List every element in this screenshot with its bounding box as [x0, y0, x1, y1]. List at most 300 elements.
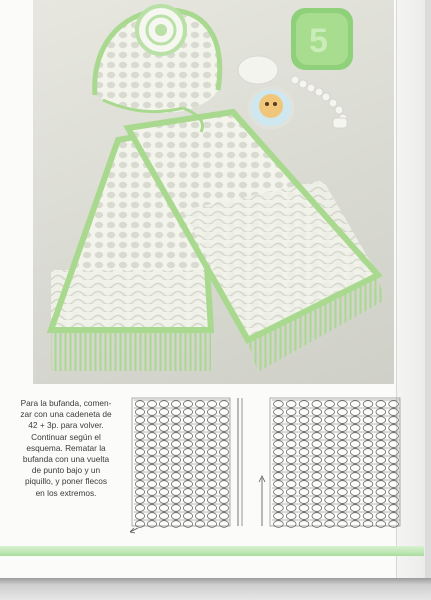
- crochet-chart-right: [258, 394, 404, 534]
- chain-loop-symbol: [350, 449, 360, 456]
- chain-loop-symbol: [350, 505, 360, 512]
- chain-loop-symbol: [183, 481, 192, 488]
- chain-loop-symbol: [159, 409, 168, 416]
- chain-loop-symbol: [350, 513, 360, 520]
- chart-right-drawing: [258, 394, 404, 534]
- chain-loop-symbol: [389, 401, 399, 408]
- chain-loop-symbol: [376, 513, 386, 520]
- chain-loop-symbol: [363, 489, 373, 496]
- instruction-line: en los extremos.: [35, 487, 97, 498]
- chain-loop-symbol: [147, 521, 156, 528]
- chain-loop-symbol: [286, 513, 296, 520]
- chain-loop-symbol: [219, 409, 228, 416]
- chain-loop-symbol: [207, 401, 216, 408]
- chain-loop-symbol: [195, 441, 204, 448]
- chain-loop-symbol: [219, 449, 228, 456]
- chain-loop-symbol: [274, 497, 284, 504]
- chain-loop-symbol: [312, 457, 322, 464]
- chain-loop-symbol: [195, 433, 204, 440]
- chain-loop-symbol: [286, 505, 296, 512]
- chain-loop-symbol: [389, 457, 399, 464]
- chain-loop-symbol: [207, 489, 216, 496]
- chain-loop-symbol: [195, 497, 204, 504]
- chain-loop-symbol: [274, 417, 284, 424]
- chain-loop-symbol: [219, 465, 228, 472]
- chain-loop-symbol: [147, 417, 156, 424]
- chain-loop-symbol: [350, 489, 360, 496]
- chain-loop-symbol: [325, 433, 335, 440]
- chain-loop-symbol: [299, 457, 309, 464]
- chain-loop-symbol: [338, 441, 348, 448]
- chain-loop-symbol: [135, 441, 144, 448]
- chain-loop-symbol: [183, 401, 192, 408]
- chain-loop-symbol: [159, 441, 168, 448]
- chain-loop-symbol: [286, 473, 296, 480]
- chain-loop-symbol: [219, 505, 228, 512]
- chain-loop-symbol: [207, 449, 216, 456]
- chain-loop-symbol: [376, 497, 386, 504]
- chain-loop-symbol: [147, 401, 156, 408]
- chain-loop-symbol: [338, 417, 348, 424]
- chain-loop-symbol: [171, 441, 180, 448]
- chain-loop-symbol: [338, 513, 348, 520]
- chain-loop-symbol: [195, 417, 204, 424]
- chain-loop-symbol: [312, 417, 322, 424]
- chain-loop-symbol: [286, 409, 296, 416]
- chain-loop-symbol: [376, 489, 386, 496]
- chain-loop-symbol: [350, 401, 360, 408]
- chain-loop-symbol: [274, 481, 284, 488]
- chain-loop-symbol: [274, 513, 284, 520]
- chain-loop-symbol: [147, 465, 156, 472]
- chain-loop-symbol: [195, 489, 204, 496]
- chain-loop-symbol: [389, 497, 399, 504]
- chain-loop-symbol: [274, 465, 284, 472]
- chain-loop-symbol: [286, 481, 296, 488]
- chain-loop-symbol: [274, 521, 284, 528]
- chain-loop-symbol: [325, 497, 335, 504]
- chain-loop-symbol: [299, 481, 309, 488]
- chain-loop-symbol: [135, 457, 144, 464]
- chain-loop-symbol: [171, 497, 180, 504]
- chain-loop-symbol: [219, 489, 228, 496]
- chain-loop-symbol: [338, 425, 348, 432]
- chain-loop-symbol: [171, 409, 180, 416]
- chain-loop-symbol: [338, 521, 348, 528]
- chain-loop-symbol: [286, 433, 296, 440]
- chain-loop-symbol: [195, 505, 204, 512]
- chain-loop-symbol: [286, 425, 296, 432]
- chain-loop-symbol: [219, 513, 228, 520]
- chain-loop-symbol: [135, 401, 144, 408]
- product-photo: [33, 0, 394, 384]
- chain-loop-symbol: [159, 481, 168, 488]
- decorative-green-band: [0, 546, 424, 556]
- chain-loop-symbol: [274, 449, 284, 456]
- chain-loop-symbol: [325, 465, 335, 472]
- chain-loop-symbol: [299, 409, 309, 416]
- page-bottom-edge: [0, 578, 431, 600]
- chain-loop-symbol: [207, 433, 216, 440]
- chain-loop-symbol: [147, 409, 156, 416]
- chain-loop-symbol: [183, 497, 192, 504]
- chain-loop-symbol: [207, 409, 216, 416]
- chain-loop-symbol: [350, 473, 360, 480]
- chain-loop-symbol: [159, 505, 168, 512]
- chain-loop-symbol: [135, 425, 144, 432]
- chain-loop-symbol: [135, 521, 144, 528]
- chain-loop-symbol: [274, 409, 284, 416]
- instruction-line: esquema. Rematar la: [26, 442, 106, 453]
- chain-loop-symbol: [219, 521, 228, 528]
- chain-loop-symbol: [312, 489, 322, 496]
- chain-loop-symbol: [338, 449, 348, 456]
- chain-loop-symbol: [207, 425, 216, 432]
- instruction-line: de punto bajo y un: [31, 465, 101, 476]
- chain-loop-symbol: [274, 473, 284, 480]
- chain-loop-symbol: [159, 497, 168, 504]
- chain-loop-symbol: [312, 521, 322, 528]
- green-toy-cube: [291, 8, 353, 70]
- chain-loop-symbol: [338, 433, 348, 440]
- chain-loop-symbol: [135, 433, 144, 440]
- chain-loop-symbol: [389, 441, 399, 448]
- chain-loop-symbol: [286, 497, 296, 504]
- chain-loop-symbol: [299, 513, 309, 520]
- chain-loop-symbol: [363, 409, 373, 416]
- chain-loop-symbol: [363, 441, 373, 448]
- chain-loop-symbol: [274, 441, 284, 448]
- chain-loop-symbol: [376, 481, 386, 488]
- chain-loop-symbol: [147, 489, 156, 496]
- chain-loop-symbol: [183, 441, 192, 448]
- chain-loop-symbol: [207, 457, 216, 464]
- chain-loop-symbol: [389, 481, 399, 488]
- chain-loop-symbol: [159, 425, 168, 432]
- chain-loop-symbol: [389, 449, 399, 456]
- chain-loop-symbol: [286, 417, 296, 424]
- chain-loop-symbol: [159, 513, 168, 520]
- chain-loop-symbol: [299, 489, 309, 496]
- chain-loop-symbol: [207, 521, 216, 528]
- chain-loop-symbol: [135, 473, 144, 480]
- chain-loop-symbol: [147, 505, 156, 512]
- chain-loop-symbol: [135, 505, 144, 512]
- chain-loop-symbol: [350, 497, 360, 504]
- chain-loop-symbol: [183, 457, 192, 464]
- chain-loop-symbol: [376, 425, 386, 432]
- chain-loop-symbol: [376, 521, 386, 528]
- chain-loop-symbol: [274, 425, 284, 432]
- chain-loop-symbol: [350, 521, 360, 528]
- chain-loop-symbol: [363, 497, 373, 504]
- chain-loop-symbol: [299, 473, 309, 480]
- chain-loop-symbol: [299, 449, 309, 456]
- chain-loop-symbol: [159, 473, 168, 480]
- chain-loop-symbol: [389, 433, 399, 440]
- chain-loop-symbol: [135, 417, 144, 424]
- chain-loop-symbol: [338, 409, 348, 416]
- chain-loop-symbol: [135, 449, 144, 456]
- pacifier: [238, 56, 293, 128]
- chain-loop-symbol: [219, 401, 228, 408]
- chain-loop-symbol: [299, 425, 309, 432]
- chain-loop-symbol: [183, 433, 192, 440]
- instruction-line: zar con una cadeneta de: [20, 409, 112, 420]
- chain-loop-symbol: [312, 481, 322, 488]
- chain-loop-symbol: [325, 457, 335, 464]
- crochet-chart-left: [130, 394, 250, 534]
- chain-loop-symbol: [183, 417, 192, 424]
- pacifier-clip: [291, 76, 347, 128]
- chain-loop-symbol: [325, 425, 335, 432]
- chain-loop-symbol: [299, 441, 309, 448]
- chain-loop-symbol: [286, 521, 296, 528]
- chain-loop-symbol: [171, 433, 180, 440]
- chain-loop-symbol: [159, 417, 168, 424]
- chain-loop-symbol: [207, 473, 216, 480]
- chain-loop-symbol: [171, 465, 180, 472]
- chain-loop-symbol: [363, 481, 373, 488]
- chain-loop-symbol: [195, 473, 204, 480]
- chain-loop-symbol: [338, 505, 348, 512]
- chain-loop-symbol: [312, 505, 322, 512]
- chain-loop-symbol: [338, 465, 348, 472]
- chain-loop-symbol: [219, 425, 228, 432]
- chain-loop-symbol: [286, 465, 296, 472]
- chain-loop-symbol: [312, 441, 322, 448]
- chain-loop-symbol: [338, 401, 348, 408]
- chain-loop-symbol: [376, 409, 386, 416]
- chain-loop-symbol: [389, 521, 399, 528]
- chain-loop-symbol: [312, 449, 322, 456]
- chain-loop-symbol: [376, 433, 386, 440]
- chain-loop-symbol: [183, 489, 192, 496]
- chain-loop-symbol: [338, 457, 348, 464]
- chain-loop-symbol: [195, 425, 204, 432]
- chain-loop-symbol: [312, 465, 322, 472]
- chain-loop-symbol: [325, 401, 335, 408]
- chain-loop-symbol: [363, 417, 373, 424]
- chain-loop-symbol: [171, 417, 180, 424]
- chain-loop-symbol: [219, 433, 228, 440]
- chain-loop-symbol: [286, 441, 296, 448]
- chain-loop-symbol: [219, 497, 228, 504]
- chain-loop-symbol: [207, 497, 216, 504]
- chain-loop-symbol: [389, 465, 399, 472]
- chain-loop-symbol: [350, 425, 360, 432]
- chain-loop-symbol: [286, 489, 296, 496]
- chain-loop-symbol: [286, 457, 296, 464]
- chain-loop-symbol: [147, 473, 156, 480]
- svg-text:5: 5: [309, 22, 328, 60]
- chain-loop-symbol: [325, 449, 335, 456]
- chain-loop-symbol: [183, 465, 192, 472]
- chain-loop-symbol: [363, 433, 373, 440]
- chain-loop-symbol: [325, 409, 335, 416]
- chain-loop-symbol: [286, 401, 296, 408]
- chain-loop-symbol: [135, 481, 144, 488]
- chain-loop-symbol: [274, 433, 284, 440]
- chain-loop-symbol: [376, 457, 386, 464]
- chain-loop-symbol: [183, 505, 192, 512]
- chain-loop-symbol: [274, 489, 284, 496]
- chain-loop-symbol: [159, 449, 168, 456]
- chain-loop-symbol: [171, 449, 180, 456]
- instruction-line: Continuar según el: [31, 431, 101, 442]
- chain-loop-symbol: [312, 473, 322, 480]
- chain-loop-symbol: [147, 441, 156, 448]
- chain-loop-symbol: [207, 513, 216, 520]
- chain-loop-symbol: [183, 473, 192, 480]
- chain-loop-symbol: [299, 505, 309, 512]
- chain-loop-symbol: [183, 513, 192, 520]
- chain-loop-symbol: [171, 481, 180, 488]
- instruction-line: Para la bufanda, comen-: [20, 398, 112, 408]
- chain-loop-symbol: [363, 505, 373, 512]
- chain-loop-symbol: [350, 481, 360, 488]
- chain-loop-symbol: [171, 425, 180, 432]
- chain-loop-symbol: [195, 457, 204, 464]
- chain-loop-symbol: [219, 481, 228, 488]
- chain-loop-symbol: [147, 513, 156, 520]
- chain-loop-symbol: [159, 465, 168, 472]
- chain-loop-symbol: [135, 513, 144, 520]
- chain-loop-symbol: [325, 473, 335, 480]
- chain-loop-symbol: [183, 449, 192, 456]
- chain-loop-symbol: [350, 457, 360, 464]
- chain-loop-symbol: [147, 425, 156, 432]
- chain-loop-symbol: [207, 481, 216, 488]
- chain-loop-symbol: [363, 425, 373, 432]
- chain-loop-symbol: [389, 425, 399, 432]
- pattern-instructions: [14, 398, 118, 499]
- chain-loop-symbol: [350, 409, 360, 416]
- chain-loop-symbol: [207, 505, 216, 512]
- chain-loop-symbol: [171, 401, 180, 408]
- chain-loop-symbol: [219, 457, 228, 464]
- chain-loop-symbol: [312, 513, 322, 520]
- chain-loop-symbol: [135, 489, 144, 496]
- chain-loop-symbol: [171, 513, 180, 520]
- chain-loop-symbol: [376, 465, 386, 472]
- chain-loop-symbol: [195, 481, 204, 488]
- chain-loop-symbol: [207, 441, 216, 448]
- chain-loop-symbol: [350, 441, 360, 448]
- chain-loop-symbol: [219, 441, 228, 448]
- chain-loop-symbol: [338, 489, 348, 496]
- chain-loop-symbol: [135, 497, 144, 504]
- chain-loop-symbol: [299, 521, 309, 528]
- chain-loop-symbol: [195, 409, 204, 416]
- chain-loop-symbol: [363, 513, 373, 520]
- chain-loop-symbol: [338, 481, 348, 488]
- chain-loop-symbol: [171, 505, 180, 512]
- chain-loop-symbol: [299, 465, 309, 472]
- chain-loop-symbol: [350, 465, 360, 472]
- chain-loop-symbol: [312, 433, 322, 440]
- chain-loop-symbol: [338, 473, 348, 480]
- chain-loop-symbol: [389, 417, 399, 424]
- chain-loop-symbol: [135, 465, 144, 472]
- chain-loop-symbol: [183, 409, 192, 416]
- chain-loop-symbol: [171, 473, 180, 480]
- chain-loop-symbol: [312, 497, 322, 504]
- chain-loop-symbol: [325, 489, 335, 496]
- chain-loop-symbol: [159, 521, 168, 528]
- chain-loop-symbol: [363, 457, 373, 464]
- chain-loop-symbol: [195, 449, 204, 456]
- chain-loop-symbol: [363, 449, 373, 456]
- chain-loop-symbol: [159, 401, 168, 408]
- chain-loop-symbol: [171, 457, 180, 464]
- chain-loop-symbol: [274, 457, 284, 464]
- chain-loop-symbol: [376, 401, 386, 408]
- chain-loop-symbol: [312, 401, 322, 408]
- chain-loop-symbol: [312, 425, 322, 432]
- chain-loop-symbol: [195, 465, 204, 472]
- chain-loop-symbol: [376, 473, 386, 480]
- chain-loop-symbol: [207, 465, 216, 472]
- chain-loop-symbol: [147, 433, 156, 440]
- chain-loop-symbol: [219, 417, 228, 424]
- chain-loop-symbol: [389, 409, 399, 416]
- chain-loop-symbol: [147, 481, 156, 488]
- chain-loop-symbol: [389, 505, 399, 512]
- chain-loop-symbol: [219, 473, 228, 480]
- instruction-line: piquillo, y poner flecos: [24, 476, 108, 487]
- chain-loop-symbol: [363, 465, 373, 472]
- chain-loop-symbol: [376, 505, 386, 512]
- crochet-bonnet: [95, 6, 220, 132]
- chain-loop-symbol: [183, 425, 192, 432]
- chain-loop-symbol: [363, 473, 373, 480]
- chain-loop-symbol: [325, 521, 335, 528]
- chain-loop-symbol: [135, 409, 144, 416]
- chain-loop-symbol: [376, 417, 386, 424]
- chain-loop-symbol: [299, 401, 309, 408]
- chain-loop-symbol: [350, 433, 360, 440]
- chain-loop-symbol: [325, 417, 335, 424]
- chain-loop-symbol: [171, 521, 180, 528]
- chain-loop-symbol: [299, 497, 309, 504]
- chain-loop-symbol: [299, 433, 309, 440]
- chain-loop-symbol: [325, 481, 335, 488]
- chain-loop-symbol: [350, 417, 360, 424]
- chain-loop-symbol: [183, 521, 192, 528]
- chain-loop-symbol: [312, 409, 322, 416]
- chain-loop-symbol: [147, 457, 156, 464]
- chain-loop-symbol: [195, 401, 204, 408]
- instruction-line: 42 + 3p. para volver.: [28, 420, 104, 431]
- chain-loop-symbol: [389, 489, 399, 496]
- photo-illustration: [33, 0, 394, 384]
- chain-loop-symbol: [171, 489, 180, 496]
- chain-loop-symbol: [363, 521, 373, 528]
- chain-loop-symbol: [159, 489, 168, 496]
- chain-loop-symbol: [325, 513, 335, 520]
- chain-loop-symbol: [159, 457, 168, 464]
- chain-loop-symbol: [338, 497, 348, 504]
- chain-loop-symbol: [195, 521, 204, 528]
- chain-loop-symbol: [207, 417, 216, 424]
- chain-loop-symbol: [325, 505, 335, 512]
- chain-loop-symbol: [195, 513, 204, 520]
- chain-loop-symbol: [274, 401, 284, 408]
- chain-loop-symbol: [147, 497, 156, 504]
- chain-loop-symbol: [147, 449, 156, 456]
- instruction-line: bufanda con una vuelta: [22, 454, 110, 465]
